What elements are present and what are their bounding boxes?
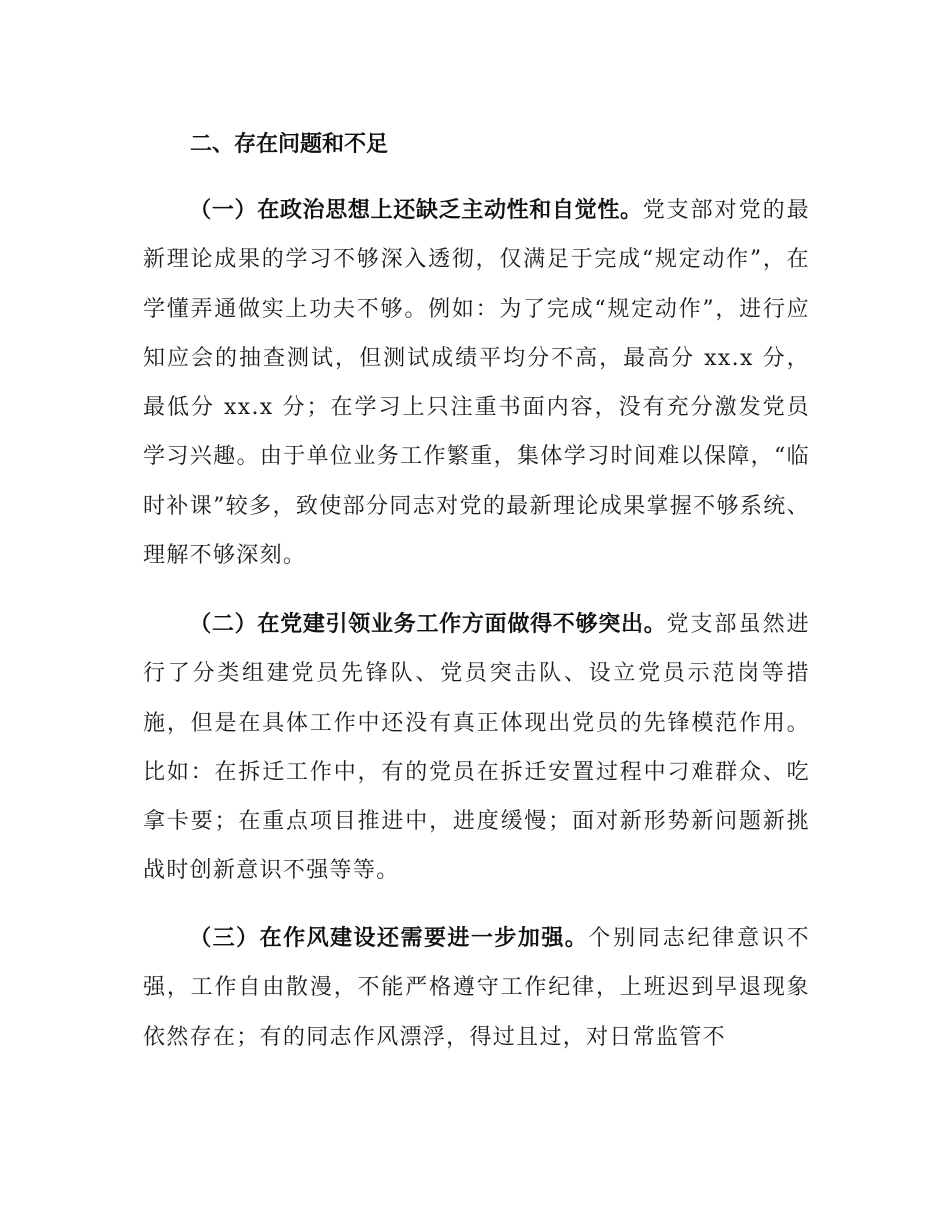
paragraph-1-body: 党支部对党的最新理论成果的学习不够深入透彻，仅满足于完成“规定动作”，在学懂弄通做实上功夫不够。例如：为了完成“规定动作”，进行应知应会的抽查测试，但测试成绩平均分不高，最高分 xx.x 分，最低分 xx.x 分；在学习上只注重书面内容，没有充分激发党员学习兴趣。由于单位业务工作繁重，集体学习时间难以保障，“临时补课”较多，致使部分同志对党的最新理论成果掌握不够系统、理解不够深刻。 <box>143 198 810 569</box>
paragraph-2-lead: （二）在党建引领业务工作方面做得不够突出。 <box>189 612 667 637</box>
paragraph-3-lead: （三）在作风建设还需要进一步加强。 <box>189 926 589 951</box>
paragraph-2-body: 党支部虽然进行了分类组建党员先锋队、党员突击队、设立党员示范岗等措施，但是在具体工作中还没有真正体现出党员的先锋模范作用。比如：在拆迁工作中，有的党员在拆迁安置过程中刁难群众、吃拿卡要；在重点项目推进中，进度缓慢；面对新形势新问题新挑战时创新意识不强等等。 <box>143 612 810 884</box>
paragraph-1 <box>143 186 810 580</box>
section-heading: 二、存在问题和不足 <box>190 132 389 157</box>
paragraph-1-lead: （一）在政治思想上还缺乏主动性和自觉性。 <box>189 198 643 223</box>
paragraph-3 <box>143 914 810 1062</box>
paragraph-3-body: 个别同志纪律意识不强，工作自由散漫，不能严格遵守工作纪律，上班迟到早退现象依然存在；有的同志作风漂浮，得过且过，对日常监管不 <box>143 926 810 1050</box>
paragraph-2 <box>143 600 810 896</box>
